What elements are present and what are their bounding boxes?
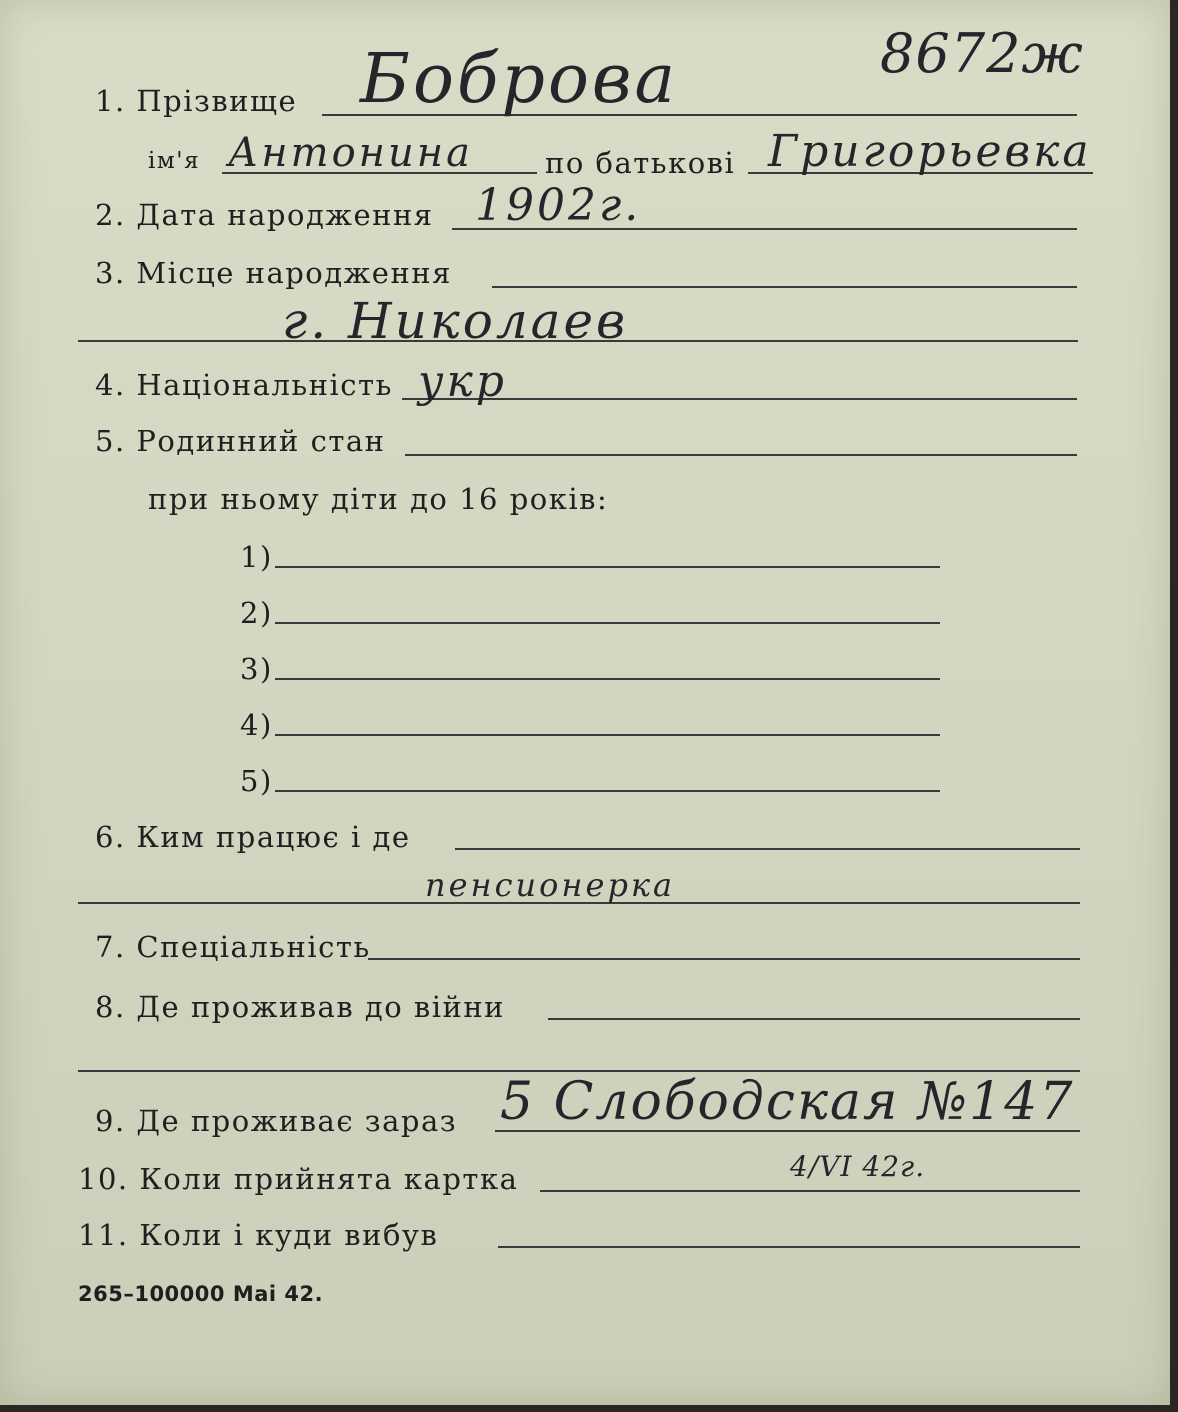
specialty-label: 7. Спеціальність xyxy=(95,930,371,964)
birth-date-label: 2. Дата народження xyxy=(95,198,434,232)
child-4-label: 4) xyxy=(240,708,273,742)
birth-date-value: 1902г. xyxy=(475,180,642,231)
first-name-value: Антонина xyxy=(228,130,473,176)
children-label: при ньому діти до 16 років: xyxy=(148,482,609,516)
surname-value: Боброва xyxy=(360,40,679,119)
prewar-residence-line xyxy=(548,1018,1080,1020)
child-5-label: 5) xyxy=(240,764,273,798)
card-accepted-value: 4/VI 42г. xyxy=(790,1150,926,1183)
current-residence-label: 9. Де проживає зараз xyxy=(95,1104,458,1138)
patronymic-value: Григорьевка xyxy=(768,126,1092,177)
child-1-label: 1) xyxy=(240,540,273,574)
occupation-value: пенсионерка xyxy=(425,866,676,904)
child-2-label: 2) xyxy=(240,596,273,630)
surname-label: 1. Прізвище xyxy=(95,84,298,118)
child-5-line xyxy=(275,790,940,792)
occupation-label: 6. Ким працює і де xyxy=(95,820,411,854)
occupation-line xyxy=(455,848,1080,850)
marital-status-line xyxy=(405,454,1077,456)
nationality-label: 4. Національність xyxy=(95,368,393,402)
departure-label: 11. Коли і куди вибув xyxy=(78,1218,439,1252)
current-residence-value: 5 Слободская №147 xyxy=(500,1072,1075,1132)
birth-place-value: г. Николаев xyxy=(282,292,629,350)
prewar-residence-label: 8. Де проживав до війни xyxy=(95,990,505,1024)
child-3-label: 3) xyxy=(240,652,273,686)
departure-line xyxy=(498,1246,1080,1248)
child-2-line xyxy=(275,622,940,624)
print-code: 265–100000 Mai 42. xyxy=(78,1282,324,1306)
birth-place-label: 3. Місце народження xyxy=(95,256,452,290)
child-3-line xyxy=(275,678,940,680)
specialty-line xyxy=(368,958,1080,960)
patronymic-label: по батькові xyxy=(545,146,736,180)
marital-status-label: 5. Родинний стан xyxy=(95,424,386,458)
card-accepted-label: 10. Коли прийнята картка xyxy=(78,1162,519,1196)
nationality-value: укр xyxy=(418,356,507,407)
first-name-label: ім'я xyxy=(148,148,201,174)
card-accepted-line xyxy=(540,1190,1080,1192)
birth-place-line xyxy=(492,286,1077,288)
card-number: 8672ж xyxy=(880,22,1084,85)
child-1-line xyxy=(275,566,940,568)
child-4-line xyxy=(275,734,940,736)
